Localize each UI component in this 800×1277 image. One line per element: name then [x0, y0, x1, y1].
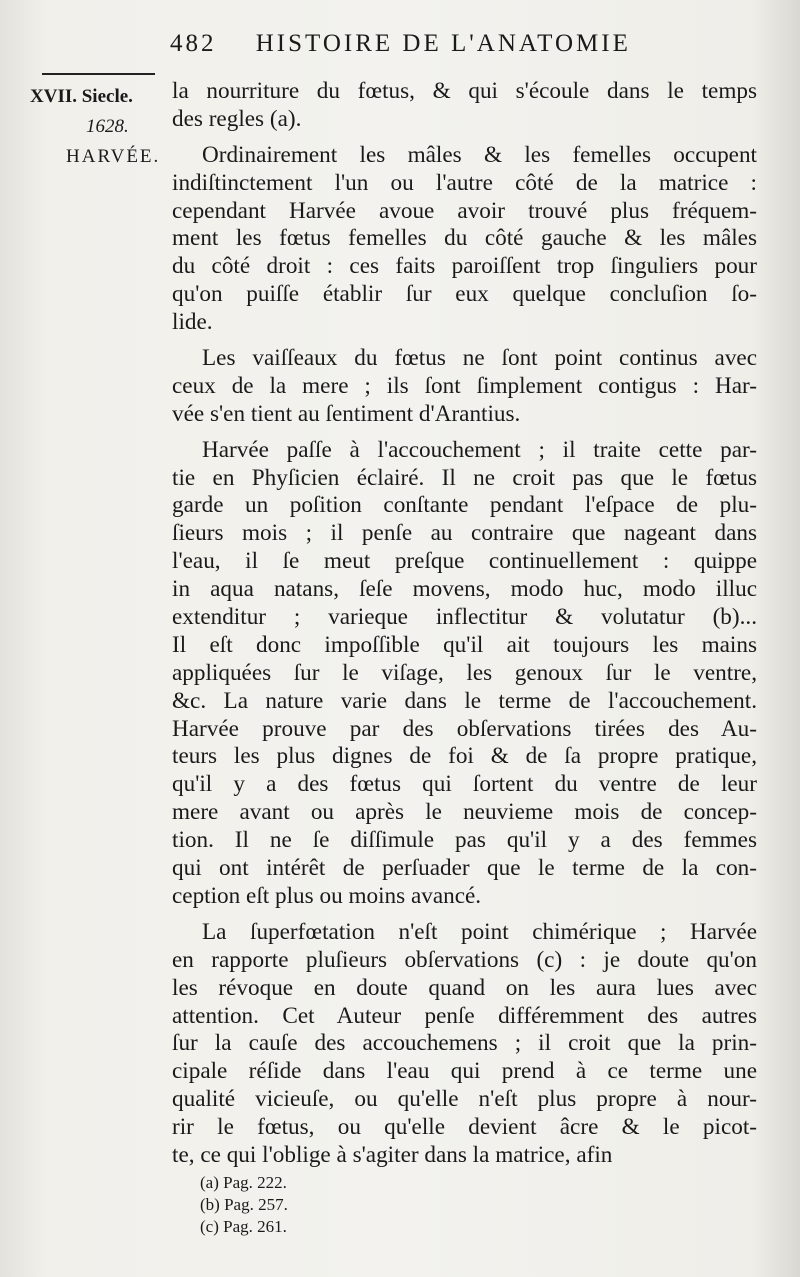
text-line: extenditur ; varieque inflectitur & volutatur (b)...	[172, 604, 757, 631]
text-line: garde un poſition conſtante pendant l'eſpace de plu-	[172, 492, 757, 519]
text-line: lide.	[172, 309, 213, 336]
margin-year: 1628.	[86, 116, 129, 137]
text-line: Harvée paſſe à l'accouchement ; il traite cette par-	[202, 436, 757, 463]
text-line: in aqua natans, ſeſe movens, modo huc, modo illuc	[172, 576, 757, 603]
body-text	[172, 78, 757, 1170]
text-line: la nourriture du fœtus, & qui s'écoule dans le temps	[172, 78, 757, 104]
text-line: indiſtinctement l'un ou l'autre côté de la matrice :	[172, 169, 757, 196]
text-line: ſieurs mois ; il penſe au contraire que nageant dans	[172, 520, 757, 547]
paragraph	[172, 78, 757, 134]
text-line: tion. Il ne ſe diſſimule pas qu'il y a des femmes	[172, 827, 757, 854]
paragraph-gap	[172, 337, 757, 345]
margin-century: XVII. Siecle.	[30, 86, 133, 107]
text-line: mere avant ou après le neuvieme mois de concep-	[172, 799, 757, 826]
text-line: qu'il y a des fœtus qui ſortent du ventre de leur	[172, 771, 757, 798]
text-line: qualité vicieuſe, ou qu'elle n'eſt plus propre à nour-	[172, 1086, 757, 1113]
text-line: attention. Cet Auteur penſe différemment des autres	[172, 1002, 757, 1029]
text-line: qui ont intérêt de perſuader que le terme de la con-	[172, 855, 757, 882]
text-line: te, ce qui l'oblige à s'agiter dans la matrice, afin	[172, 1141, 613, 1168]
text-line: &c. La nature varie dans le terme de l'accouchement.	[172, 687, 757, 714]
text-line: les révoque en doute quand on les aura lues avec	[172, 974, 757, 1001]
footnote-a: (a) Pag. 222.	[200, 1173, 287, 1192]
text-line: ception eſt plus ou moins avancé.	[172, 882, 482, 909]
footnotes	[200, 1172, 500, 1238]
margin-notes	[30, 82, 170, 172]
text-line: cipale réſide dans l'eau qui prend à ce terme une	[172, 1058, 757, 1085]
text-line: Les vaiſſeaux du fœtus ne ſont point continus avec	[202, 345, 757, 372]
text-line: Harvée prouve par des obſervations tirées des Au-	[172, 715, 757, 742]
text-line: teurs les plus dignes de foi & de ſa propre pratique,	[172, 743, 757, 770]
paragraph	[172, 345, 757, 429]
text-line: rir le fœtus, ou qu'elle devient âcre & le picot-	[172, 1114, 757, 1141]
page-number: 482	[170, 30, 217, 57]
text-line: en rapporte pluſieurs obſervations (c) : je doute qu'on	[172, 946, 757, 973]
header-rule	[42, 73, 155, 75]
text-line: ceux de la mere ; ils ſont ſimplement contigus : Har-	[172, 372, 757, 399]
paragraph-gap	[172, 429, 757, 437]
margin-name: HARVÉE.	[66, 146, 161, 167]
footnote-b: (b) Pag. 257.	[200, 1195, 288, 1214]
text-line: tie en Phyſicien éclairé. Il ne croit pas que le fœtus	[172, 464, 757, 491]
paragraph-gap	[172, 911, 757, 919]
running-header	[170, 30, 770, 58]
text-line: l'eau, il ſe meut preſque continuellement : quippe	[172, 548, 757, 575]
text-line: ſur la cauſe des accouchemens ; il croit que la prin-	[172, 1030, 757, 1057]
paragraph	[172, 142, 757, 337]
text-line: La ſuperfœtation n'eſt point chimérique ; Harvée	[202, 918, 757, 945]
text-line: vée s'en tient au ſentiment d'Arantius.	[172, 400, 521, 427]
text-line: appliquées ſur le viſage, les genoux ſur le ventre,	[172, 659, 757, 686]
footnote-c: (c) Pag. 261.	[200, 1217, 287, 1236]
running-title: HISTOIRE DE L'ANATOMIE	[255, 30, 631, 57]
text-line: des regles (a).	[172, 105, 302, 132]
text-line: cependant Harvée avoue avoir trouvé plus fréquem-	[172, 197, 757, 224]
paragraph	[172, 919, 757, 1170]
text-line: Ordinairement les mâles & les femelles occupent	[202, 141, 757, 168]
text-line: qu'on puiſſe établir ſur eux quelque concluſion ſo-	[172, 281, 757, 308]
text-line: ment les fœtus femelles du côté gauche & les mâles	[172, 225, 757, 252]
text-line: Il eſt donc impoſſible qu'il ait toujours les mains	[172, 631, 757, 658]
text-line: du côté droit : ces faits paroiſſent trop ſinguliers pour	[172, 253, 757, 280]
paragraph-gap	[172, 134, 757, 142]
paragraph	[172, 437, 757, 911]
